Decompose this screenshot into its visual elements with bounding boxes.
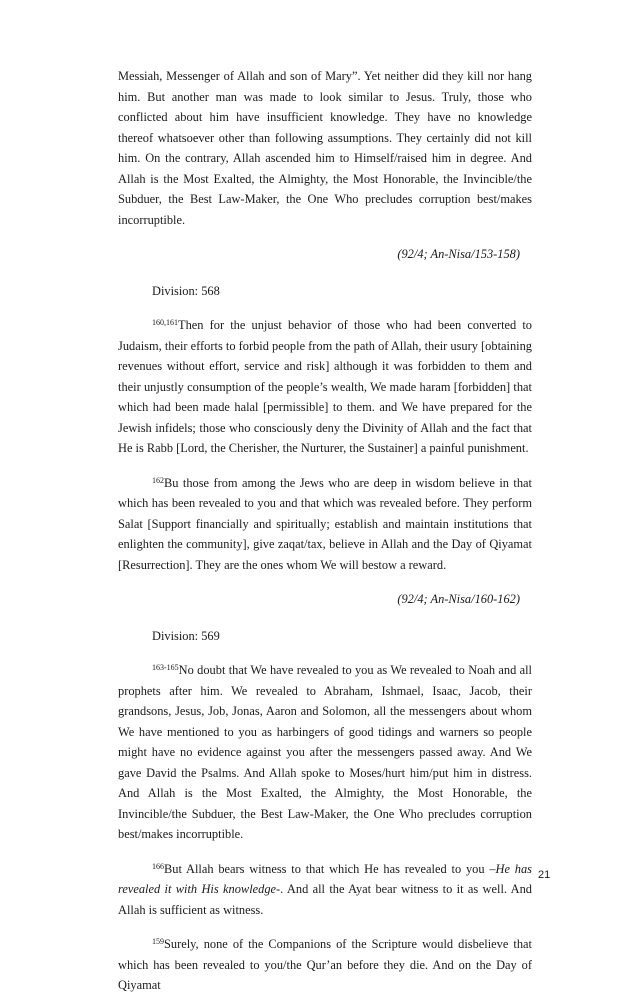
paragraph-text: Surely, none of the Companions of the Scripture would disbelieve that which has been revealed to you/the Qur’an before they die. And on the Day of Qiyamat <box>118 937 532 992</box>
verse-paragraph <box>118 859 532 921</box>
verse-number: 159 <box>152 937 164 946</box>
verse-number: 163-165 <box>152 663 179 672</box>
verse-paragraph <box>118 315 532 459</box>
paragraph-continuation <box>118 66 532 230</box>
verse-number: 162 <box>152 475 164 485</box>
verse-citation: (92/4; An-Nisa/160-162) <box>397 592 520 606</box>
paragraph-text: No doubt that We have revealed to you as We revealed to Noah and all prophets after him. We revealed to Abraham, Ishmael, Isaac, Jacob, their grandsons, Jesus, Job, Jonas, Aaron and Solomon, all the messengers about whom We have mentioned to you as harbingers of good tidings and warners so people might have no evidence against you after the messengers passed away. And We gave David the Psalms. And Allah spoke to Moses/hurt him/put him in distress. And Allah is the Most Exalted, the Almighty, the Most Honorable, the Invincible/the Subduer, the Best Law-Maker, the One Who precludes corruption best/makes incorruptible. <box>118 663 532 841</box>
verse-number: 166 <box>152 861 164 871</box>
document-body <box>118 66 532 996</box>
verse-paragraph <box>118 473 532 576</box>
italic-phrase: He has revealed it with His knowledge- <box>118 861 532 896</box>
page-number: 21 <box>538 869 551 881</box>
division-heading: Division: 569 <box>152 628 220 643</box>
paragraph-text: . And all the Ayat bear witness to it as well. And Allah is sufficient as witness. <box>118 882 532 917</box>
paragraph-text: But Allah bears witness to that which He has revealed to you – <box>164 861 496 876</box>
paragraph-text: Bu those from among the Jews who are deep in wisdom believe in that which has been revealed to you and that which was revealed before. They perform Salat [Support financially and spiritually; establish and maintain institutions that enlighten the community], give zaqat/tax, believe in Allah and the Day of Qiyamat [Resurrection]. They are the ones whom We will bestow a reward. <box>118 475 532 572</box>
division-heading: Division: 568 <box>152 283 220 298</box>
verse-paragraph <box>118 934 532 996</box>
verse-number: 160,161 <box>152 318 178 327</box>
paragraph-text: Then for the unjust behavior of those who had been converted to Judaism, their efforts to forbid people from the path of Allah, their usury [obtaining revenues without effort, service and risk] although it was forbidden to them and their unjustly consumption of the people’s wealth, We made haram [forbidden] that which had been made halal [permissible] to them. and We have prepared for the Jewish infidels; those who consciously deny the Divinity of Allah and the fact that He is Rabb [Lord, the Cherisher, the Nurturer, the Sustainer] a painful punishment. <box>118 318 532 455</box>
paragraph-text: Messiah, Messenger of Allah and son of Mary”. Yet neither did they kill nor hang him. But another man was made to look similar to Jesus. Truly, those who conflicted about him have insufficient knowledge. They have no knowledge thereof whatsoever other than following assumptions. They certainly did not kill him. On the contrary, Allah ascended him to Himself/raised him in degree. And Allah is the Most Exalted, the Almighty, the Most Honorable, the Invincible/the Subduer, the Best Law-Maker, the One Who precludes corruption best/makes incorruptible. <box>118 69 532 227</box>
verse-paragraph <box>118 660 532 845</box>
verse-citation: (92/4; An-Nisa/153-158) <box>397 247 520 261</box>
